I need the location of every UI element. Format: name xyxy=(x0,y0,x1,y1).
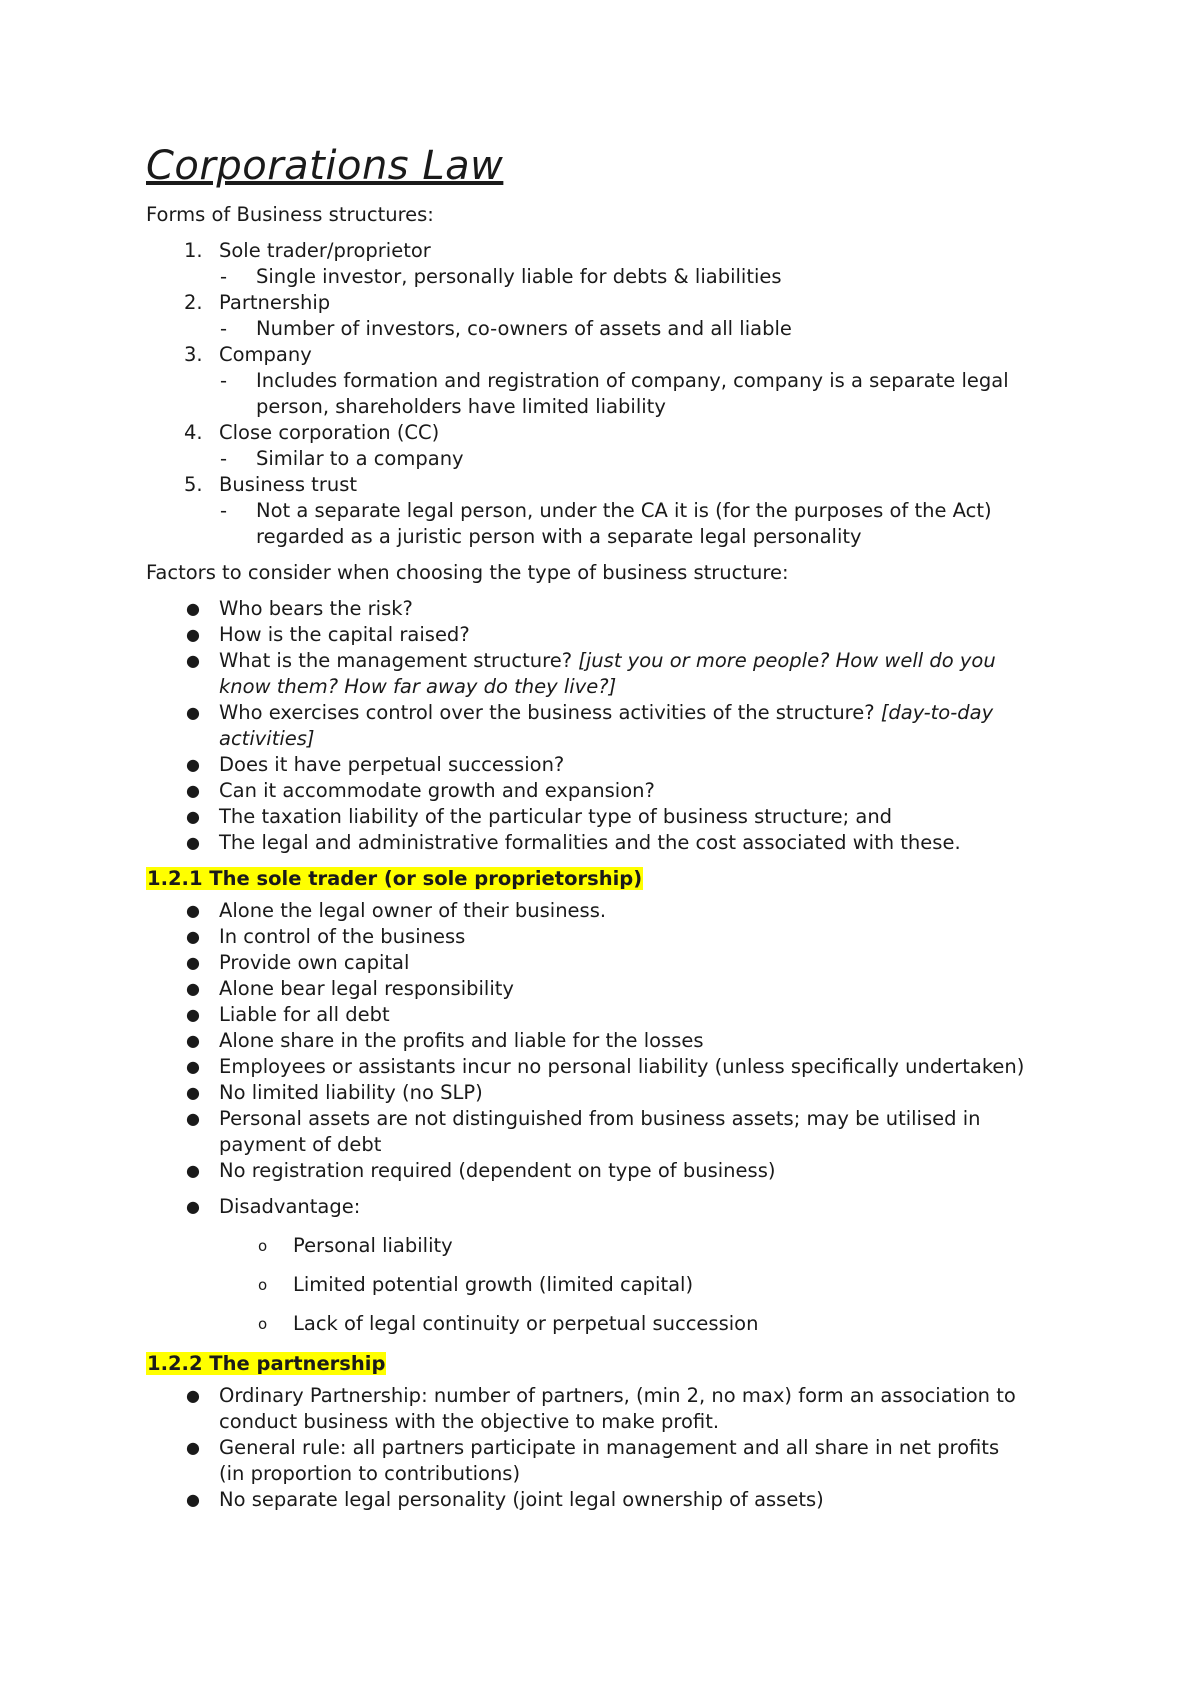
bullet-item-text: How is the capital raised? xyxy=(219,623,470,646)
bullet-item xyxy=(146,700,1076,752)
bullet-item xyxy=(146,778,1076,804)
bullet-item-text: Does it have perpetual succession? xyxy=(219,753,565,776)
bullet-item-text: Provide own capital xyxy=(219,951,410,974)
bullet-icon: ● xyxy=(186,901,200,920)
forms-intro: Forms of Business structures: xyxy=(146,203,434,226)
bullet-item xyxy=(146,804,1076,830)
sole-trader-list xyxy=(146,898,1076,1184)
numbered-item xyxy=(146,290,1076,316)
bullet-item-text: Liable for all debt xyxy=(219,1003,390,1026)
dash-icon: - xyxy=(220,265,228,288)
bullet-item-note: [day-to-day xyxy=(880,701,994,724)
bullet-icon: ● xyxy=(186,953,200,972)
number-marker: 3. xyxy=(184,343,203,366)
bullet-icon: ● xyxy=(186,1083,200,1102)
bullet-item-text: The legal and administrative formalities and the cost associated with these. xyxy=(219,831,961,854)
section-heading-text: 1.2.2 The partnership xyxy=(147,1352,386,1375)
factors-intro: Factors to consider when choosing the type of business structure: xyxy=(146,561,789,584)
factors-list xyxy=(146,596,1076,856)
bullet-item xyxy=(146,596,1076,622)
bullet-item xyxy=(146,950,1076,976)
bullet-item-text: No registration required (dependent on type of business) xyxy=(219,1159,776,1182)
bullet-item-text: payment of debt xyxy=(219,1133,382,1156)
bullet-item xyxy=(146,752,1076,778)
bullet-item xyxy=(146,1158,1076,1184)
numbered-item-label: Partnership xyxy=(219,291,331,314)
number-marker: 5. xyxy=(184,473,203,496)
bullet-item-text: What is the management structure? xyxy=(219,649,579,672)
bullet-item-line xyxy=(219,648,1076,674)
numbered-item xyxy=(146,342,1076,368)
bullet-item xyxy=(146,976,1076,1002)
bullet-item-text: The taxation liability of the particular type of business structure; and xyxy=(219,805,893,828)
numbered-item-label: Sole trader/proprietor xyxy=(219,239,431,262)
bullet-icon: ● xyxy=(186,927,200,946)
dash-item xyxy=(146,316,1076,342)
bullet-item xyxy=(146,898,1076,924)
page-title: Corporations Law xyxy=(146,143,504,189)
sub-bullet-item xyxy=(146,1233,1076,1259)
dash-item xyxy=(146,264,1076,290)
bullet-item-text: General rule: all partners participate in management and all share in net profits xyxy=(219,1436,1000,1459)
bullet-item-text: Alone bear legal responsibility xyxy=(219,977,514,1000)
bullet-icon: ● xyxy=(186,755,200,774)
circle-bullet-icon: o xyxy=(258,1237,268,1255)
numbered-item-label: Company xyxy=(219,343,312,366)
forms-list xyxy=(146,238,1076,550)
bullet-item-text: In control of the business xyxy=(219,925,466,948)
bullet-item-text: conduct business with the objective to make profit. xyxy=(219,1410,720,1433)
bullet-item-text: (in proportion to contributions) xyxy=(219,1462,521,1485)
bullet-icon: ● xyxy=(186,807,200,826)
bullet-item xyxy=(146,1487,1076,1513)
dash-item-text: regarded as a juristic person with a separate legal personality xyxy=(256,525,862,548)
bullet-icon: ● xyxy=(186,703,200,722)
dash-item xyxy=(146,446,1076,472)
dash-item xyxy=(146,498,1076,550)
bullet-item-text: Ordinary Partnership: number of partners, (min 2, no max) form an association to xyxy=(219,1384,1016,1407)
bullet-item xyxy=(146,1028,1076,1054)
dash-icon: - xyxy=(220,499,228,522)
dash-item-text: Includes formation and registration of company, company is a separate legal xyxy=(256,369,1009,392)
bullet-item-note: activities] xyxy=(219,727,315,750)
dash-item-text: Similar to a company xyxy=(256,447,464,470)
bullet-item xyxy=(146,1002,1076,1028)
bullet-icon: ● xyxy=(186,1109,200,1128)
document-content xyxy=(146,140,1076,1513)
bullet-icon: ● xyxy=(186,651,200,670)
bullet-item xyxy=(146,924,1076,950)
section-heading-partnership xyxy=(146,1351,1076,1377)
bullet-item-text: Alone the legal owner of their business. xyxy=(219,899,607,922)
bullet-icon: ● xyxy=(186,625,200,644)
bullet-icon: ● xyxy=(186,1197,200,1216)
bullet-icon: ● xyxy=(186,1438,200,1457)
circle-bullet-icon: o xyxy=(258,1276,268,1294)
sub-bullet-text: Limited potential growth (limited capital) xyxy=(293,1273,694,1296)
bullet-item-text: Personal assets are not distinguished from business assets; may be utilised in xyxy=(219,1107,981,1130)
dash-item-text: Number of investors, co-owners of assets and all liable xyxy=(256,317,792,340)
dash-icon: - xyxy=(220,369,228,392)
bullet-item xyxy=(146,830,1076,856)
number-marker: 1. xyxy=(184,239,203,262)
sub-bullet-item xyxy=(146,1272,1076,1298)
bullet-icon: ● xyxy=(186,1057,200,1076)
dash-item-text: Single investor, personally liable for debts & liabilities xyxy=(256,265,782,288)
dash-icon: - xyxy=(220,447,228,470)
bullet-item xyxy=(146,1054,1076,1080)
bullet-icon: ● xyxy=(186,1031,200,1050)
bullet-item-text: Who bears the risk? xyxy=(219,597,413,620)
dash-item-text: Not a separate legal person, under the CA it is (for the purposes of the Act) xyxy=(256,499,992,522)
section-heading-sole-trader xyxy=(146,866,1076,892)
bullet-item xyxy=(146,1383,1076,1435)
numbered-item xyxy=(146,238,1076,264)
bullet-item xyxy=(146,1080,1076,1106)
bullet-icon: ● xyxy=(186,1161,200,1180)
bullet-item-text: Alone share in the profits and liable for the losses xyxy=(219,1029,704,1052)
bullet-item-text: Employees or assistants incur no personal liability (unless specifically undertaken) xyxy=(219,1055,1025,1078)
bullet-item-note: know them? How far away do they live?] xyxy=(219,675,617,698)
bullet-item xyxy=(146,1106,1076,1158)
bullet-item xyxy=(146,622,1076,648)
section-heading-text: 1.2.1 The sole trader (or sole proprietorship) xyxy=(147,867,643,890)
bullet-icon: ● xyxy=(186,1490,200,1509)
bullet-item-text: Who exercises control over the business activities of the structure? xyxy=(219,701,881,724)
disadvantages-list xyxy=(146,1233,1076,1337)
bullet-item-text: No separate legal personality (joint legal ownership of assets) xyxy=(219,1488,824,1511)
number-marker: 4. xyxy=(184,421,203,444)
bullet-item-note: [just you or more people? How well do you xyxy=(578,649,996,672)
disadvantage-label: Disadvantage: xyxy=(219,1195,361,1218)
dash-item-text: person, shareholders have limited liability xyxy=(256,395,666,418)
numbered-item xyxy=(146,472,1076,498)
bullet-icon: ● xyxy=(186,833,200,852)
numbered-item xyxy=(146,420,1076,446)
bullet-item-text: Can it accommodate growth and expansion? xyxy=(219,779,655,802)
bullet-item-line xyxy=(219,700,1076,726)
numbered-item-label: Business trust xyxy=(219,473,358,496)
bullet-item xyxy=(146,1435,1076,1487)
dash-item xyxy=(146,368,1076,420)
disadvantage-item xyxy=(146,1194,1076,1220)
bullet-item-text: No limited liability (no SLP) xyxy=(219,1081,483,1104)
bullet-icon: ● xyxy=(186,781,200,800)
partnership-list xyxy=(146,1383,1076,1513)
bullet-icon: ● xyxy=(186,599,200,618)
numbered-item-label: Close corporation (CC) xyxy=(219,421,440,444)
circle-bullet-icon: o xyxy=(258,1315,268,1333)
dash-icon: - xyxy=(220,317,228,340)
bullet-icon: ● xyxy=(186,979,200,998)
sub-bullet-text: Lack of legal continuity or perpetual succession xyxy=(293,1312,759,1335)
number-marker: 2. xyxy=(184,291,203,314)
bullet-icon: ● xyxy=(186,1005,200,1024)
sub-bullet-item xyxy=(146,1311,1076,1337)
bullet-icon: ● xyxy=(186,1386,200,1405)
sub-bullet-text: Personal liability xyxy=(293,1234,453,1257)
bullet-item xyxy=(146,648,1076,700)
